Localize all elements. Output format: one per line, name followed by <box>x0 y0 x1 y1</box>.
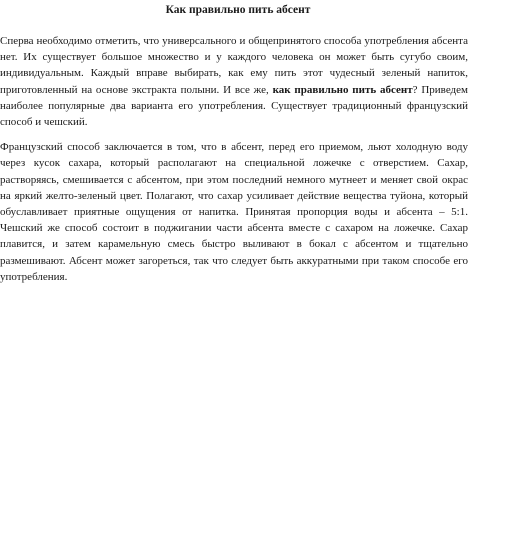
paragraph-intro-text-start: Сперва необходимо отметить, что универсального и общепринятого способа употребления абсента нет. Их существует большое множество и у каждого человека он может быть сугубо своим, индивидуальным. Каждый вправе выбирать, как ему пить этот чудесный зеленый напиток, приготовленный на основе экстракта полыни. И все же, <box>0 35 468 96</box>
document-title: Как правильно пить абсент <box>165 4 311 16</box>
paragraph-intro-text-end: ? Приведем наиболее популярные два варианта его употребления. Существует традиционный французский способ и чешский. <box>0 83 468 129</box>
paragraph-intro <box>0 33 468 130</box>
paragraph-methods: Французский способ заключается в том, что в абсент, перед его приемом, льют холодную воду через кусок сахара, который располагают на специальной ложечке с отверстием. Сахар, растворяясь, смешивается с абсентом, при этом последний немного мутнеет и меняет свой окрас на яркий желто-зеленый цвет. Полагают, что сахар усиливает действие вещества туйона, который обуславливает приятные ощущения от напитка. Принятая пропорция воды и абсента – 5:1. Чешский же способ состоит в поджигании части абсента вместе с сахаром на ложечке. Сахар плавится, и затем карамельную смесь быстро выливают в бокал с абсентом и тщательно размешивают. Абсент может загореться, так что следует быть аккуратными при таком способе его употребления. <box>0 141 468 283</box>
document-page <box>0 0 468 285</box>
paragraph-intro-bold-phrase: как правильно пить абсент <box>272 83 413 96</box>
